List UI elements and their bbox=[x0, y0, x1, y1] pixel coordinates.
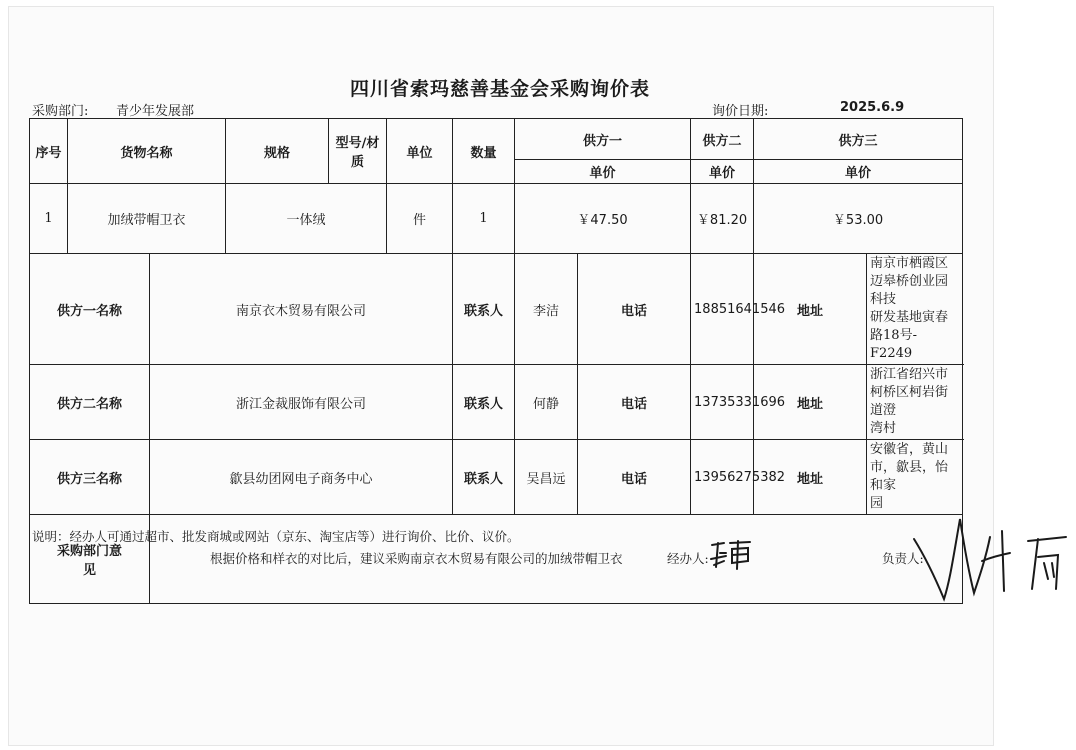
responsible-label: 负责人: bbox=[882, 551, 924, 566]
address-line: 南京市栖霞区迈皋桥创业园科技 bbox=[870, 256, 949, 307]
supplier-3-contact: 吴昌远 bbox=[515, 440, 578, 515]
header-unit: 单位 bbox=[387, 119, 453, 184]
supplier-2-contact-label: 联系人 bbox=[453, 365, 515, 440]
header-price-2: 单价 bbox=[691, 160, 754, 184]
header-supplier-3: 供方三 bbox=[754, 119, 963, 160]
supplier-1-address bbox=[867, 254, 963, 365]
supplier-2-contact: 何静 bbox=[515, 365, 578, 440]
header-model: 型号/材质 bbox=[329, 119, 387, 184]
header-spec: 规格 bbox=[226, 119, 329, 184]
address-line: 安徽省，黄山市，歙县，怡和家 bbox=[870, 442, 949, 493]
supplier-1-phone-label: 电话 bbox=[578, 254, 691, 365]
supplier-3-contact-label: 联系人 bbox=[453, 440, 515, 515]
date-value: 2025.6.9 bbox=[840, 100, 905, 115]
supplier-row bbox=[30, 254, 963, 365]
supplier-1-contact-label: 联系人 bbox=[453, 254, 515, 365]
opinion-label-line: 见 bbox=[82, 563, 96, 578]
date-label: 询价日期: bbox=[712, 104, 769, 119]
item-price-2: ￥81.20 bbox=[691, 184, 754, 254]
address-line: 园 bbox=[870, 496, 884, 511]
opinion-label-line: 采购部门意 bbox=[56, 544, 122, 559]
responsible-signature bbox=[906, 505, 1076, 605]
item-price-3: ￥53.00 bbox=[754, 184, 963, 254]
opinion-text: 根据价格和样衣的对比后，建议采购南京衣木贸易有限公司的加绒带帽卫衣 bbox=[210, 551, 623, 566]
item-seq: 1 bbox=[30, 184, 68, 254]
supplier-3-name: 歙县幼团网电子商务中心 bbox=[150, 440, 453, 515]
item-qty: 1 bbox=[453, 184, 515, 254]
header-goods: 货物名称 bbox=[68, 119, 226, 184]
address-line: 研发基地寅春路18号-F2249 bbox=[870, 310, 949, 361]
supplier-1-label: 供方一名称 bbox=[30, 254, 150, 365]
supplier-1-contact: 李洁 bbox=[515, 254, 578, 365]
handler-signature bbox=[708, 539, 752, 571]
header-supplier-2: 供方二 bbox=[691, 119, 754, 160]
header-seq: 序号 bbox=[30, 119, 68, 184]
supplier-2-label: 供方二名称 bbox=[30, 365, 150, 440]
supplier-3-phone: 13956275382 bbox=[691, 440, 754, 515]
header-price-1: 单价 bbox=[515, 160, 691, 184]
dept-label: 采购部门: bbox=[32, 104, 89, 119]
supplier-2-phone: 13735331696 bbox=[691, 365, 754, 440]
supplier-row bbox=[30, 365, 963, 440]
address-line: 浙江省绍兴市柯桥区柯岩街道澄 bbox=[870, 367, 949, 418]
header-price-3: 单价 bbox=[754, 160, 963, 184]
item-spec: 一体绒 bbox=[226, 184, 387, 254]
handler-label: 经办人: bbox=[667, 551, 709, 566]
supplier-3-label: 供方三名称 bbox=[30, 440, 150, 515]
supplier-1-phone: 18851641546 bbox=[691, 254, 754, 365]
page-title: 四川省索玛慈善基金会采购询价表 bbox=[349, 78, 650, 100]
footnote: 说明：经办人可通过超市、批发商城或网站（京东、淘宝店等）进行询价、比价、议价。 bbox=[32, 529, 520, 544]
dept-value: 青少年发展部 bbox=[116, 104, 195, 119]
header-qty: 数量 bbox=[453, 119, 515, 184]
supplier-2-name: 浙江金裁服饰有限公司 bbox=[150, 365, 453, 440]
supplier-2-phone-label: 电话 bbox=[578, 365, 691, 440]
supplier-3-addr-label: 地址 bbox=[754, 440, 867, 515]
supplier-2-addr-label: 地址 bbox=[754, 365, 867, 440]
supplier-1-addr-label: 地址 bbox=[754, 254, 867, 365]
header-supplier-1: 供方一 bbox=[515, 119, 691, 160]
item-unit: 件 bbox=[387, 184, 453, 254]
item-name: 加绒带帽卫衣 bbox=[68, 184, 226, 254]
item-price-1: ￥47.50 bbox=[515, 184, 691, 254]
supplier-1-name: 南京衣木贸易有限公司 bbox=[150, 254, 453, 365]
supplier-row bbox=[30, 440, 963, 515]
supplier-3-address bbox=[867, 440, 963, 515]
address-line: 湾村 bbox=[870, 421, 897, 436]
supplier-2-address bbox=[867, 365, 963, 440]
supplier-3-phone-label: 电话 bbox=[578, 440, 691, 515]
